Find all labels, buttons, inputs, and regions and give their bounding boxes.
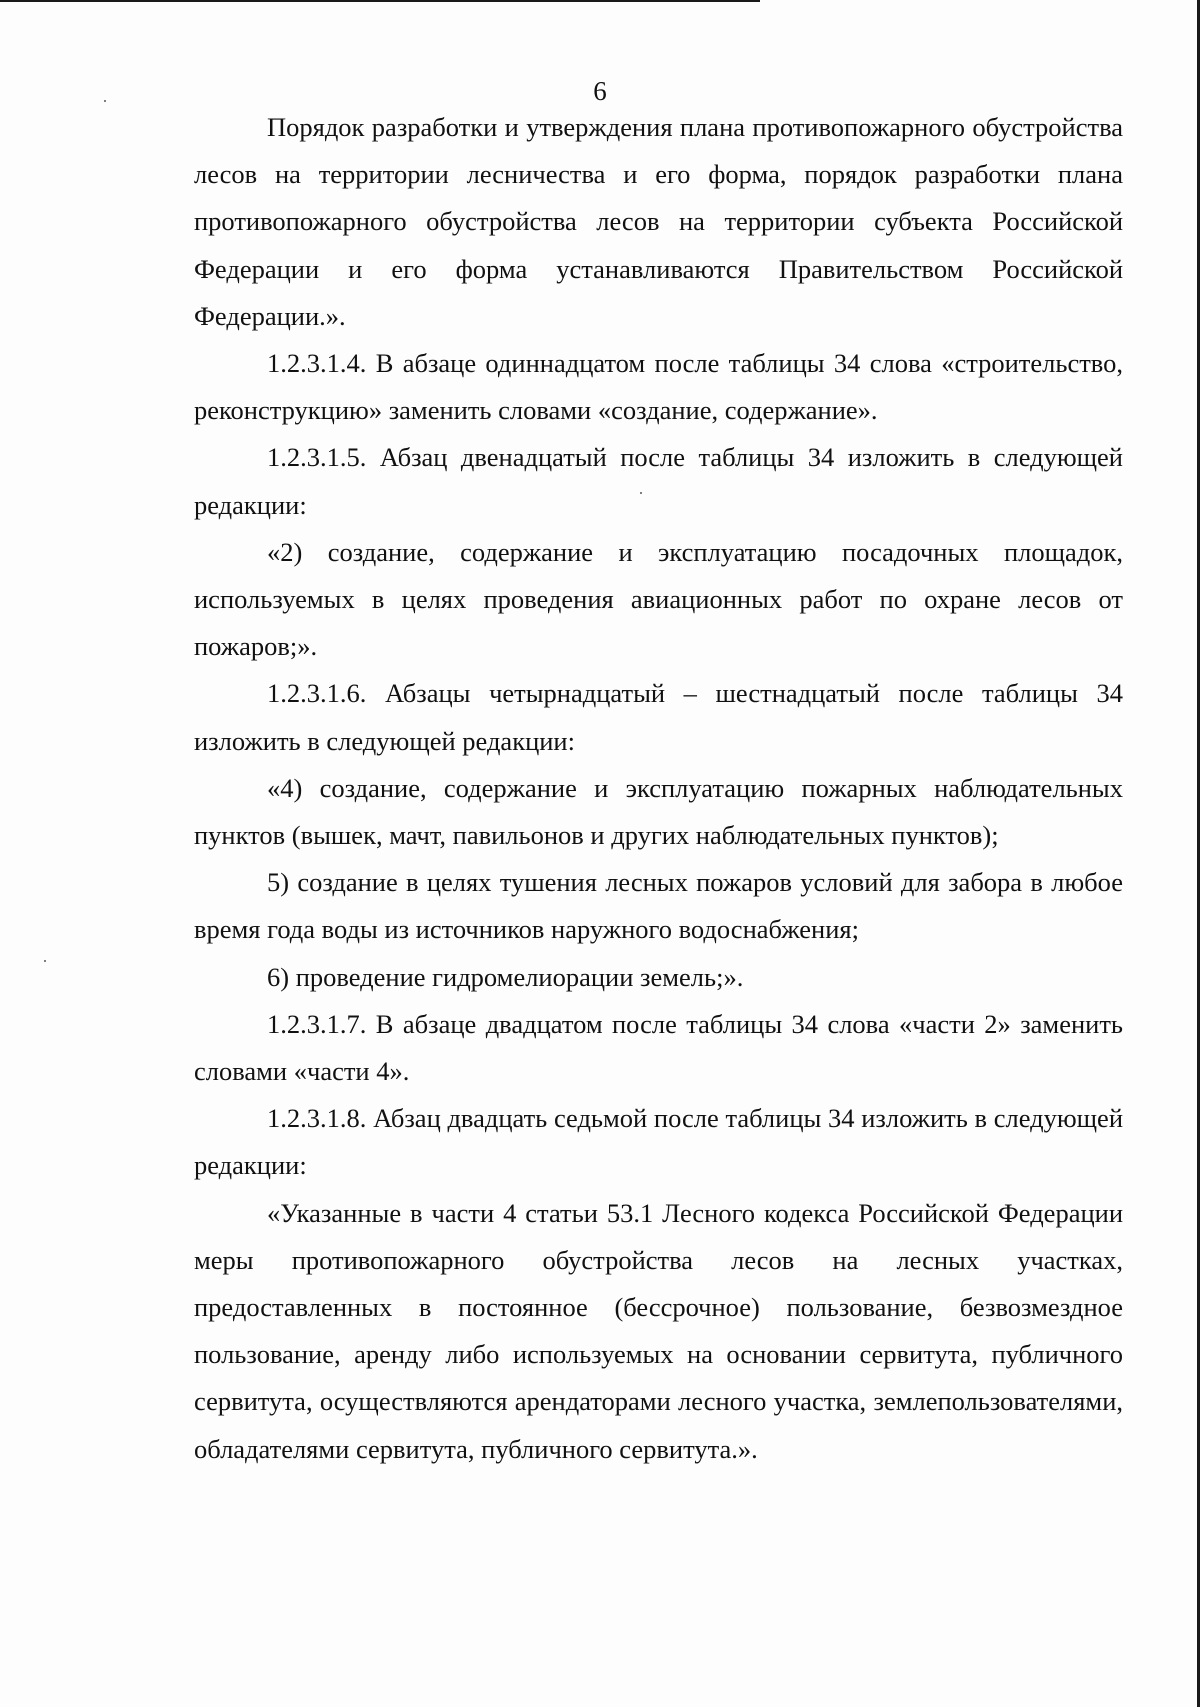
paragraph-1-2-3-1-8: 1.2.3.1.8. Абзац двадцать седьмой после таблицы 34 изложить в следующей редакции: <box>194 1103 1123 1181</box>
paragraph-item-5: 5) создание в целях тушения лесных пожаров условий для забора в любое время года воды из источников наружного водоснабжения; <box>194 867 1123 945</box>
paragraph-1-2-3-1-6: 1.2.3.1.6. Абзацы четырнадцатый – шестнадцатый после таблицы 34 изложить в следующей редакции: <box>194 678 1123 756</box>
paragraph-quoted-measures: «Указанные в части 4 статьи 53.1 Лесного кодекса Российской Федерации меры противопожарного обустройства лесов на лесных участках, предоставленных в постоянное (бессрочное) пользование, безвозмездное пользование, аренду либо используемых на основании сервитута, публичного сервитута, осуществляются арендаторами лесного участка, землепользователями, обладателями сервитута, публичного сервитута.». <box>194 1197 1123 1464</box>
scan-speck <box>44 960 46 962</box>
page-number: 6 <box>593 76 607 106</box>
paragraph-item-6: 6) проведение гидромелиорации земель;». <box>267 961 744 992</box>
paragraph-item-4: «4) создание, содержание и эксплуатацию пожарных наблюдательных пунктов (вышек, мачт, павильонов и других наблюдательных пунктов); <box>194 772 1123 851</box>
paragraph-1-2-3-1-5: 1.2.3.1.5. Абзац двенадцатый после таблицы 34 изложить в следующей редакции: <box>194 442 1123 520</box>
document-body <box>194 104 1123 1473</box>
paragraph-item-2: «2) создание, содержание и эксплуатацию посадочных площадок, используемых в целях проведения авиационных работ по охране лесов от пожаров;». <box>194 536 1123 662</box>
scan-top-edge <box>0 0 760 2</box>
paragraph-1-2-3-1-4: 1.2.3.1.4. В абзаце одиннадцатом после таблицы 34 слова «строительство, реконструкцию» заменить словами «создание, содержание». <box>194 348 1123 426</box>
paragraph-plan-procedure: Порядок разработки и утверждения плана противопожарного обустройства лесов на территории лесничества и его форма, порядок разработки плана противопожарного обустройства лесов на территории субъекта Российской Федерации и его форма устанавливаются Правительством Российской Федерации.». <box>194 112 1123 331</box>
paragraph-1-2-3-1-7: 1.2.3.1.7. В абзаце двадцатом после таблицы 34 слова «части 2» заменить словами «части 4». <box>194 1008 1123 1087</box>
